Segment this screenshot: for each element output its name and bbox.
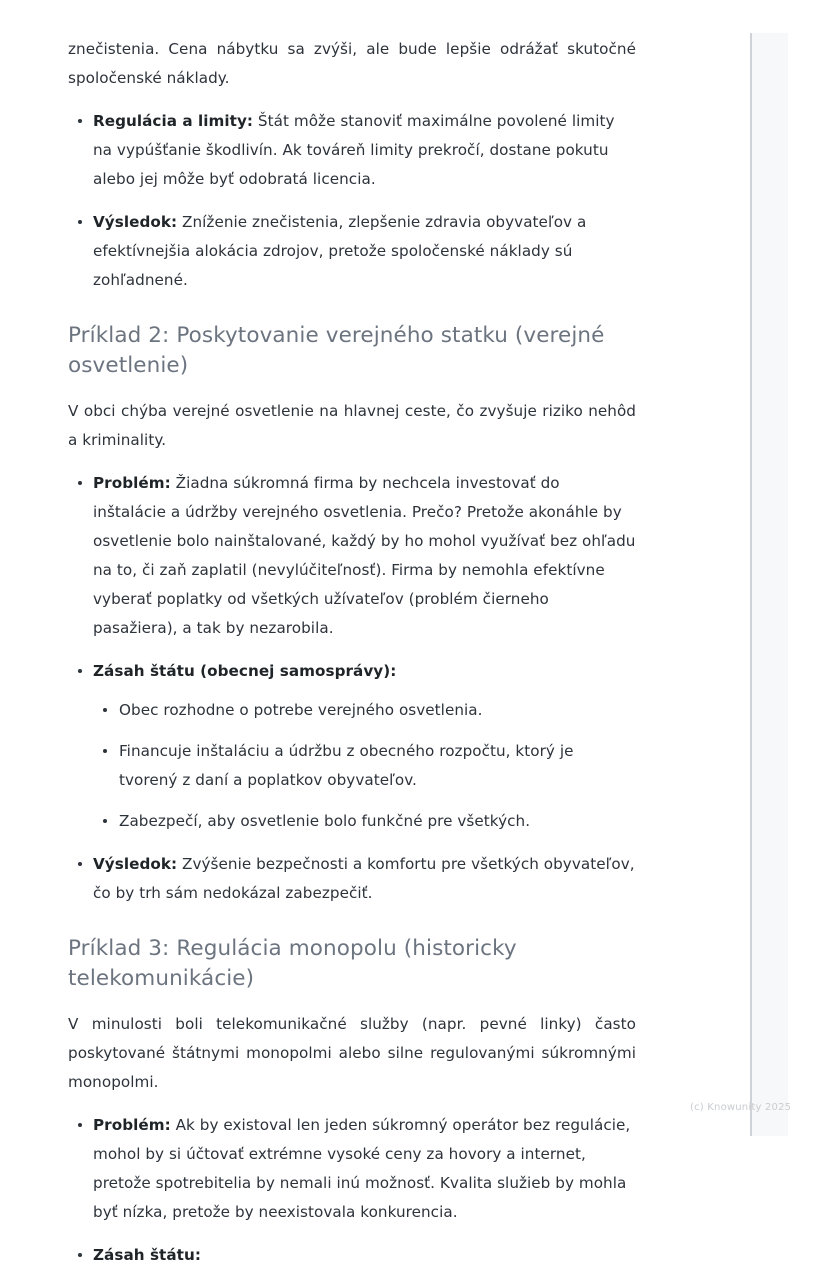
- paragraph-continuation: znečistenia. Cena nábytku sa zvýši, ale bude lepšie odrážať skutočné spoločenské náklady.: [68, 40, 636, 87]
- bullet-list-vysledok-2: [68, 850, 636, 908]
- list-item-text: Zabezpečí, aby osvetlenie bolo funkčné pre všetkých.: [119, 812, 531, 830]
- bullet-dot-icon: [78, 669, 82, 673]
- bullet-dot-icon: [78, 481, 82, 485]
- paragraph-priklad-2-intro: V obci chýba verejné osvetlenie na hlavnej ceste, čo zvyšuje riziko nehôd a kriminality.: [68, 402, 636, 449]
- bullet-list-problem-3: [68, 1111, 636, 1227]
- list-item: [68, 208, 636, 295]
- page-vertical-rule: [750, 33, 752, 1136]
- section-heading-priklad-2: Príklad 2: Poskytovanie verejného statku (verejné osvetlenie): [68, 323, 605, 378]
- nested-bullet-list: [93, 696, 636, 836]
- list-item-text: Žiadna súkromná firma by nechcela investovať do inštalácie a údržby verejného osvetlenia. Prečo? Pretože akonáhle by osvetlenie bolo nainštalované, každý by ho mohol využívať bez ohľadu na to, či zaň zaplatil (nevylúčiteľnosť). Firma by nemohla efektívne vyberať poplatky od všetkých užívateľov (problém čierneho pasažiera), a tak by nezarobila.: [93, 474, 636, 637]
- list-item: [93, 696, 636, 725]
- document-content: [68, 35, 636, 1284]
- list-item-label: Regulácia a limity:: [93, 112, 254, 130]
- list-item-text: Zvýšenie bezpečnosti a komfortu pre všetkých obyvateľov, čo by trh sám nedokázal zabezpečiť.: [93, 855, 635, 902]
- bullet-dot-icon: [78, 1253, 82, 1257]
- list-item: [68, 107, 636, 194]
- list-item: [68, 850, 636, 908]
- page-right-panel: [752, 33, 788, 1136]
- list-item: [93, 737, 636, 795]
- bullet-list-problem-2: [68, 469, 636, 643]
- list-item-text: Obec rozhodne o potrebe verejného osvetlenia.: [119, 701, 483, 719]
- list-item-text: Štát môže stanoviť maximálne povolené limity na vypúšťanie škodlivín. Ak továreň limity prekročí, dostane pokutu alebo jej môže byť odobratá licencia.: [93, 112, 615, 188]
- list-item-label: Problém:: [93, 1116, 171, 1134]
- list-item-text: Financuje inštaláciu a údržbu z obecného rozpočtu, ktorý je tvorený z daní a poplatkov obyvateľov.: [119, 742, 574, 789]
- bullet-list-zasah-3: [68, 1241, 636, 1270]
- bullet-dot-icon: [78, 862, 82, 866]
- list-item: [68, 657, 636, 836]
- bullet-dot-icon: [78, 119, 82, 123]
- list-item-label: Zásah štátu:: [93, 1246, 201, 1264]
- list-item-label: Zásah štátu (obecnej samosprávy):: [93, 662, 397, 680]
- bullet-list-regulacia: [68, 107, 636, 194]
- paragraph-priklad-3-intro: V minulosti boli telekomunikačné služby (napr. pevné linky) často poskytované štátnymi monopolmi alebo silne regulovanými súkromnými monopolmi.: [68, 1015, 636, 1091]
- list-item-text: Zníženie znečistenia, zlepšenie zdravia obyvateľov a efektívnejšia alokácia zdrojov, pretože spoločenské náklady sú zohľadnené.: [93, 213, 587, 289]
- bullet-dot-icon: [103, 749, 107, 753]
- bullet-list-zasah-2: [68, 657, 636, 836]
- list-item-label: Problém:: [93, 474, 171, 492]
- bullet-list-vysledok-1: [68, 208, 636, 295]
- bullet-dot-icon: [103, 708, 107, 712]
- list-item: [68, 469, 636, 643]
- bullet-dot-icon: [78, 1123, 82, 1127]
- footer-watermark: (c) Knowunity 2025: [690, 1102, 792, 1113]
- section-heading-priklad-3: Príklad 3: Regulácia monopolu (historicky telekomunikácie): [68, 936, 517, 991]
- list-item: [68, 1111, 636, 1227]
- list-item-label: Výsledok:: [93, 855, 178, 873]
- list-item: [68, 1241, 636, 1270]
- bullet-dot-icon: [78, 220, 82, 224]
- bullet-dot-icon: [103, 819, 107, 823]
- list-item-text: Ak by existoval len jeden súkromný operátor bez regulácie, mohol by si účtovať extrémne vysoké ceny za hovory a internet, pretože spotrebitelia by nemali inú možnosť. Kvalita služieb by mohla byť nízka, pretože by neexistovala konkurencia.: [93, 1116, 631, 1221]
- list-item: [93, 807, 636, 836]
- list-item-label: Výsledok:: [93, 213, 178, 231]
